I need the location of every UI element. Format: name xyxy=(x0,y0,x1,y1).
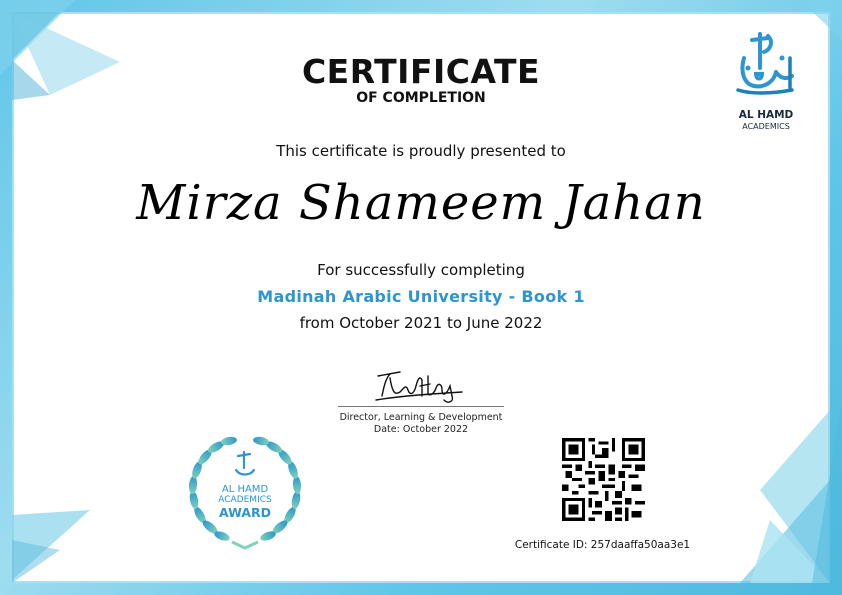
signature xyxy=(370,366,470,406)
award-text-line2: ACADEMICS xyxy=(218,495,272,505)
course-name: Madinah Arabic University - Book 1 xyxy=(257,287,585,306)
logo-text-line2: ACADEMICS xyxy=(742,122,790,131)
certificate-title: CERTIFICATE xyxy=(301,52,541,91)
presented-to-text: This certificate is proudly presented to xyxy=(276,142,566,160)
award-text-line1: AL HAMD xyxy=(221,484,269,495)
completing-text: For successfully completing xyxy=(317,261,525,279)
qr-code-icon xyxy=(562,438,645,521)
signature-line xyxy=(338,406,504,407)
logo-text-line1: AL HAMD xyxy=(738,109,794,121)
certificate-subtitle: OF COMPLETION xyxy=(356,90,486,106)
award-text-line3: AWARD xyxy=(218,505,271,520)
course-period: from October 2021 to June 2022 xyxy=(299,314,543,332)
decorative-triangles-bottom-left xyxy=(0,480,100,595)
recipient-name: Mirza Shameem Jahan xyxy=(136,175,706,231)
signatory-title: Director, Learning & Development xyxy=(339,412,503,423)
certificate-id: Certificate ID: 257daaffa50aa3e1 xyxy=(514,539,691,551)
decorative-triangles-top-right xyxy=(800,0,842,60)
issue-date: Date: October 2022 xyxy=(373,424,469,435)
